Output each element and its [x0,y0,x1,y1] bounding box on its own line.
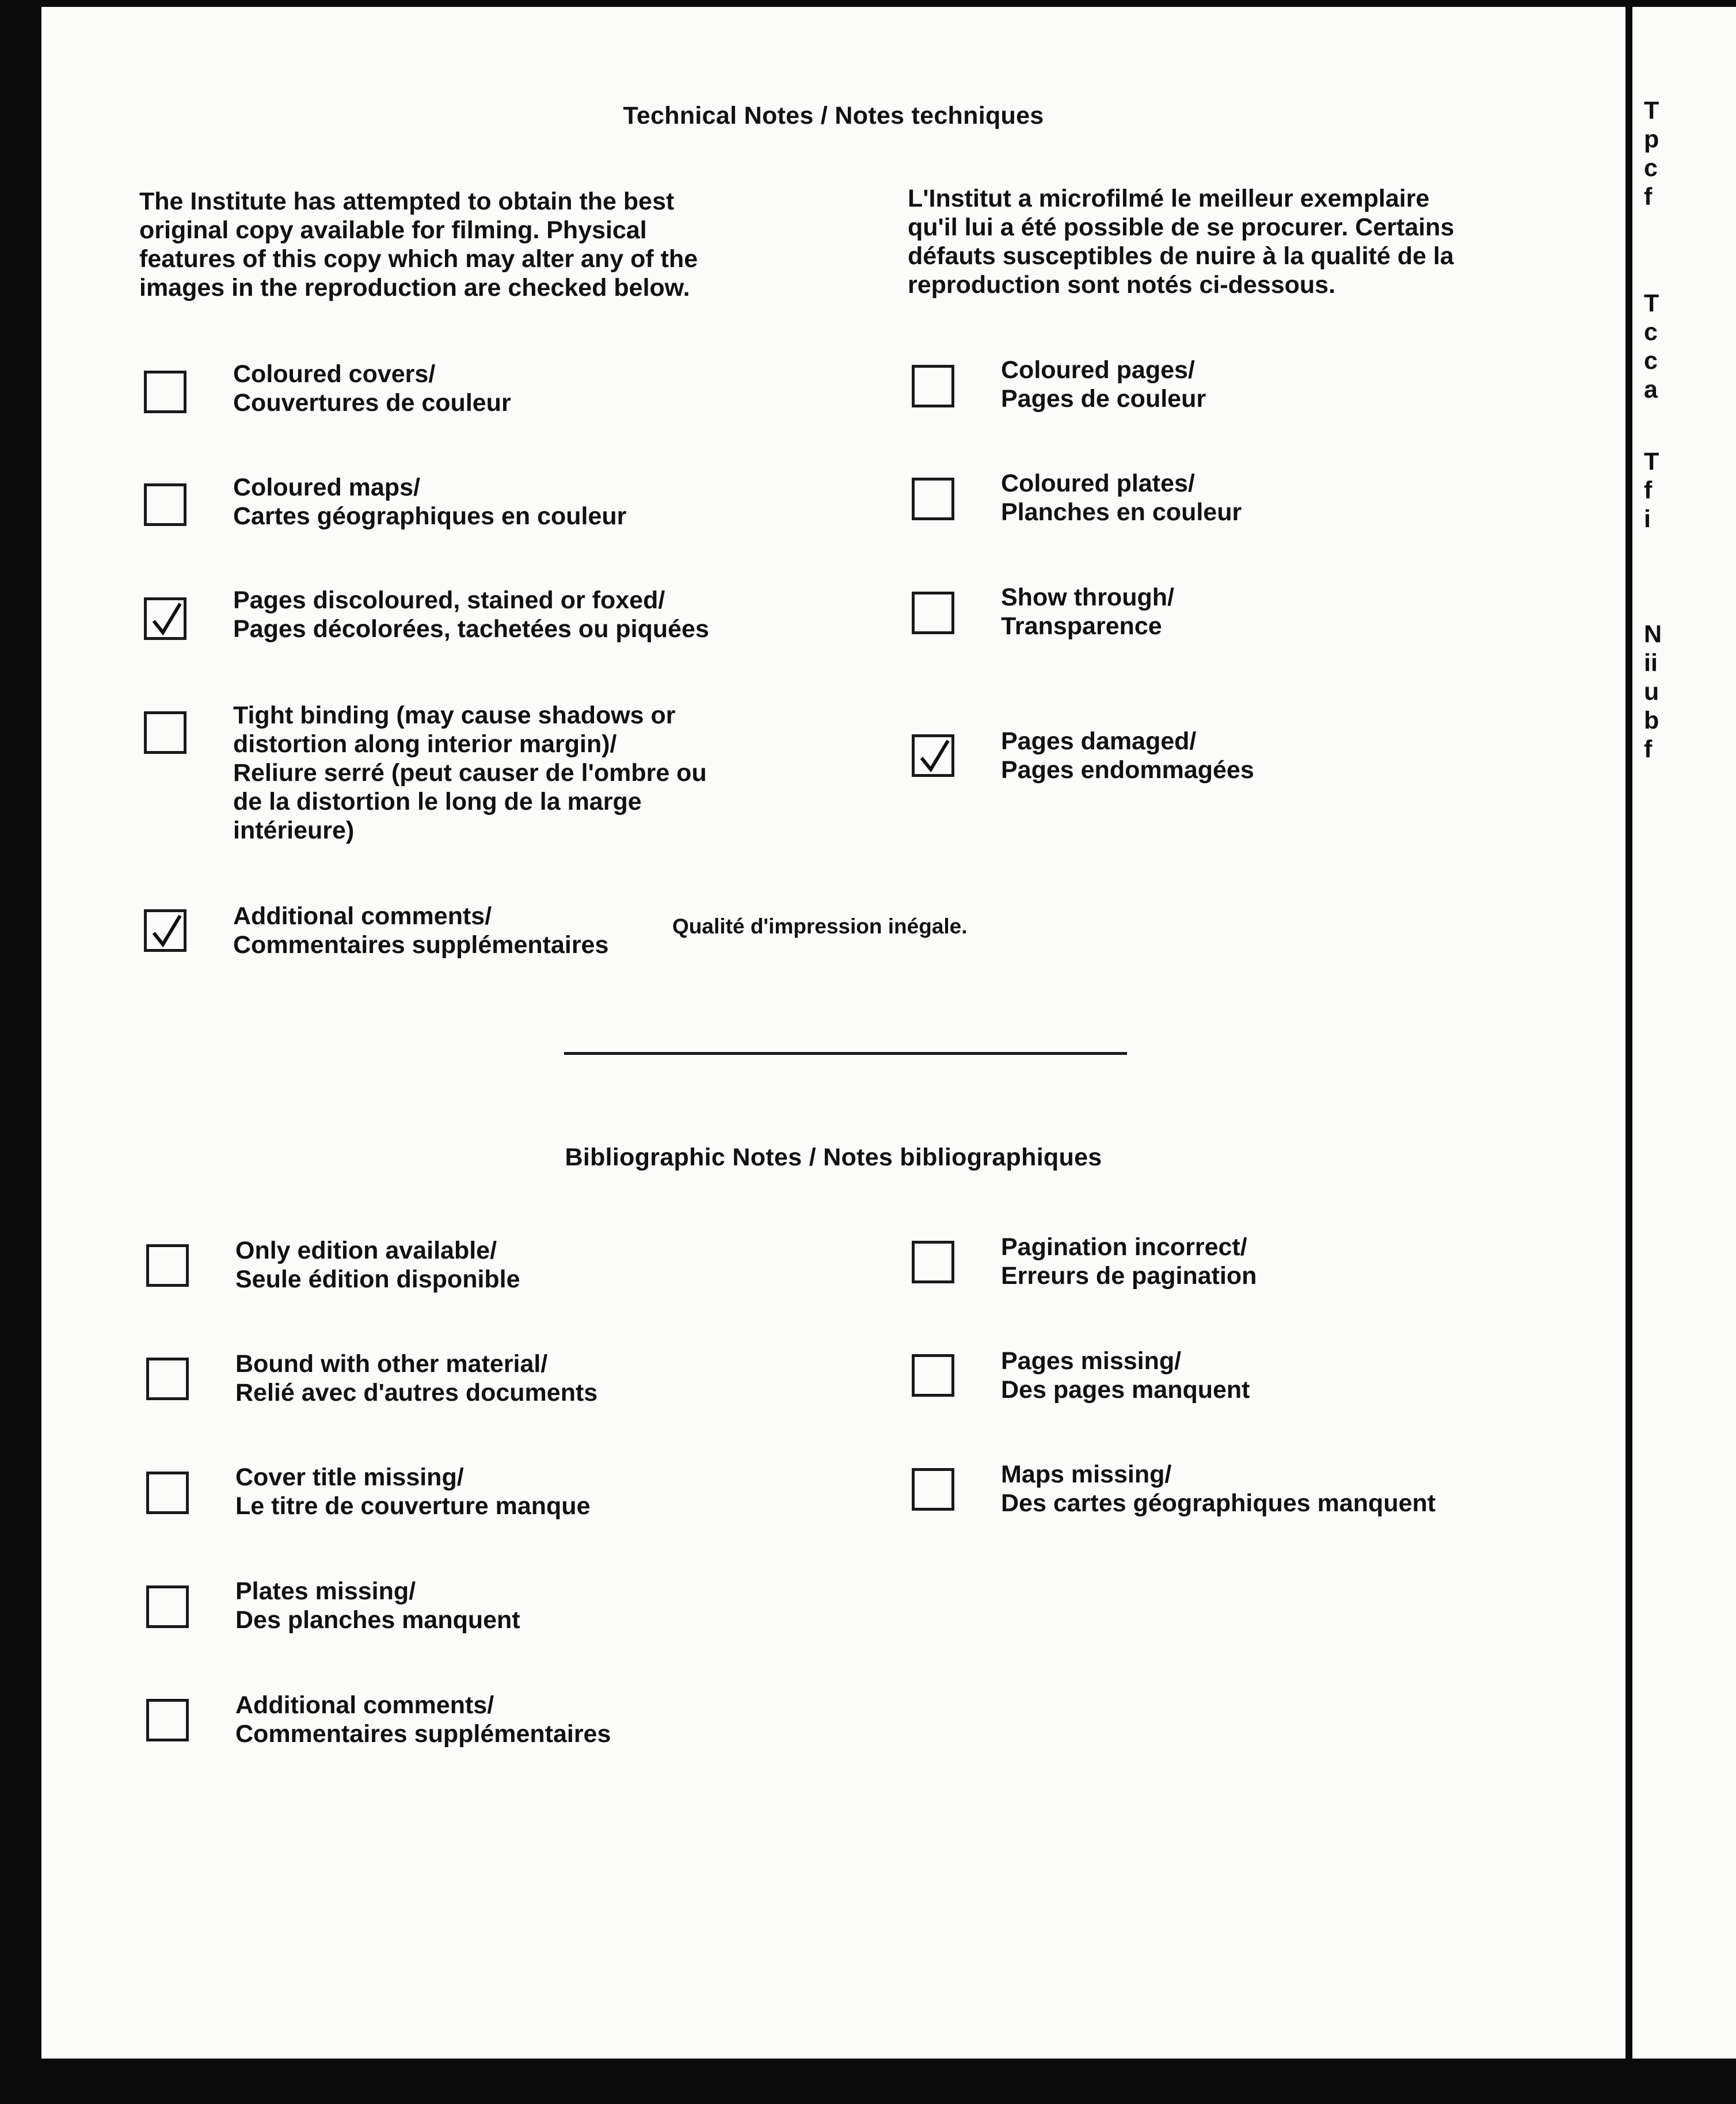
edge-letter: p [1644,125,1659,153]
edge-letter: a [1644,376,1658,403]
checkbox-maps-missing[interactable] [912,1468,954,1511]
label-line: Coloured covers/ [233,360,436,388]
label-line: Pages endommagées [1001,756,1254,784]
label-pages-discoloured [233,586,709,643]
checkbox-pages-discoloured[interactable] [144,597,186,640]
label-line: Seule édition disponible [235,1266,520,1293]
edge-letter: T [1644,448,1659,475]
checkmark-icon [149,603,184,637]
label-line: Erreurs de pagination [1001,1262,1257,1290]
label-plates-missing [235,1577,520,1634]
checkmark-icon [149,914,184,949]
label-line: Des cartes géographiques manquent [1001,1489,1436,1517]
label-pages-damaged [1001,727,1254,784]
label-line: Coloured maps/ [233,474,420,501]
checkbox-tight-binding[interactable] [144,711,186,754]
label-line: Commentaires supplémentaires [235,1720,611,1748]
label-line: Des pages manquent [1001,1376,1250,1404]
intro-english-line: original copy available for filming. Physical [139,216,647,244]
edge-letter: c [1644,318,1658,346]
label-line: Cartes géographiques en couleur [233,502,627,530]
edge-letter: ii [1644,649,1658,677]
checkbox-only-edition[interactable] [146,1244,189,1287]
label-tight-binding [233,701,707,845]
label-line: Pagination incorrect/ [1001,1233,1247,1261]
bibliographic-notes-title: Bibliographic Notes / Notes bibliographiques [565,1144,1102,1171]
intro-french-line: L'Institut a microfilmé le meilleur exemplaire [908,185,1430,212]
edge-letter: c [1644,347,1658,375]
label-line: Des planches manquent [235,1606,520,1634]
intro-french-line: qu'il lui a été possible de se procurer. Certains [908,214,1455,241]
label-cover-title-missing [235,1463,591,1520]
label-line: Relié avec d'autres documents [235,1379,598,1407]
label-line: Coloured plates/ [1001,470,1195,497]
checkbox-coloured-pages[interactable] [912,365,954,407]
checkbox-coloured-covers[interactable] [144,371,186,413]
checkbox-pagination-incorrect[interactable] [912,1241,954,1283]
label-line: de la distortion le long de la marge [233,788,642,815]
label-line: Reliure serré (peut causer de l'ombre ou [233,759,707,787]
checkbox-additional-comments-bibliographic[interactable] [146,1699,189,1741]
label-coloured-maps [233,473,626,531]
label-additional-comments-technical [233,902,608,959]
label-maps-missing [1001,1460,1436,1518]
edge-letter: f [1644,477,1653,504]
label-pagination-incorrect [1001,1233,1257,1290]
label-line: Show through/ [1001,584,1174,611]
edge-letter: T [1644,97,1659,124]
label-line: Coloured pages/ [1001,356,1195,384]
checkbox-coloured-maps[interactable] [144,483,186,526]
label-line: distortion along interior margin)/ [233,730,617,758]
intro-english-line: features of this copy which may alter any of the [139,245,698,273]
label-additional-comments-bibliographic [235,1691,611,1748]
checkbox-coloured-plates[interactable] [912,478,954,520]
label-line: Commentaires supplémentaires [233,931,609,959]
label-line: Couvertures de couleur [233,389,511,417]
label-line: Pages décolorées, tachetées ou piquées [233,615,709,643]
checkbox-pages-missing[interactable] [912,1354,954,1397]
notes-page [41,7,1625,2059]
label-line: Plates missing/ [235,1577,416,1605]
label-line: Additional comments/ [235,1691,494,1719]
edge-letter: N [1644,620,1662,648]
label-line: Pages discoloured, stained or foxed/ [233,586,665,614]
checkbox-additional-comments-technical[interactable] [144,909,186,952]
label-line: intérieure) [233,817,355,844]
intro-french-line: reproduction sont notés ci-dessous. [908,271,1336,299]
checkbox-plates-missing[interactable] [146,1585,189,1628]
label-line: Only edition available/ [235,1237,497,1264]
edge-letter: f [1644,735,1653,763]
intro-english-line: The Institute has attempted to obtain the best [139,188,675,215]
label-coloured-covers [233,360,511,417]
label-bound-with-other [235,1350,597,1407]
label-only-edition [235,1236,520,1294]
checkbox-bound-with-other[interactable] [146,1358,189,1400]
label-show-through [1001,583,1174,641]
edge-letter: c [1644,154,1658,182]
label-line: Transparence [1001,612,1162,640]
checkbox-cover-title-missing[interactable] [146,1472,189,1514]
checkbox-show-through[interactable] [912,592,954,634]
label-line: Le titre de couverture manque [235,1492,591,1520]
label-line: Maps missing/ [1001,1461,1172,1488]
label-coloured-pages [1001,356,1206,413]
label-line: Pages de couleur [1001,385,1206,413]
label-line: Cover title missing/ [235,1463,464,1491]
intro-french [908,184,1454,299]
label-line: Bound with other material/ [235,1350,548,1378]
intro-english-line: images in the reproduction are checked below. [139,274,690,302]
label-line: Additional comments/ [233,902,492,930]
label-line: Pages missing/ [1001,1347,1182,1375]
checkbox-pages-damaged[interactable] [912,734,954,777]
edge-letter: b [1644,707,1659,734]
label-coloured-plates [1001,469,1242,527]
intro-english [139,187,698,302]
edge-letter: u [1644,678,1659,706]
label-pages-missing [1001,1347,1250,1404]
label-line: Tight binding (may cause shadows or [233,702,676,729]
additional-comment-text: Qualité d'impression inégale. [672,914,968,938]
checkmark-icon [917,740,951,774]
edge-letter: i [1644,505,1651,533]
technical-notes-title: Technical Notes / Notes techniques [623,102,1044,129]
next-page-edge [1632,7,1736,2059]
section-divider [564,1052,1127,1055]
edge-letter: T [1644,289,1659,317]
intro-french-line: défauts susceptibles de nuire à la qualité de la [908,242,1454,270]
label-line: Pages damaged/ [1001,727,1197,755]
label-line: Planches en couleur [1001,498,1242,526]
edge-letter: f [1644,183,1653,211]
